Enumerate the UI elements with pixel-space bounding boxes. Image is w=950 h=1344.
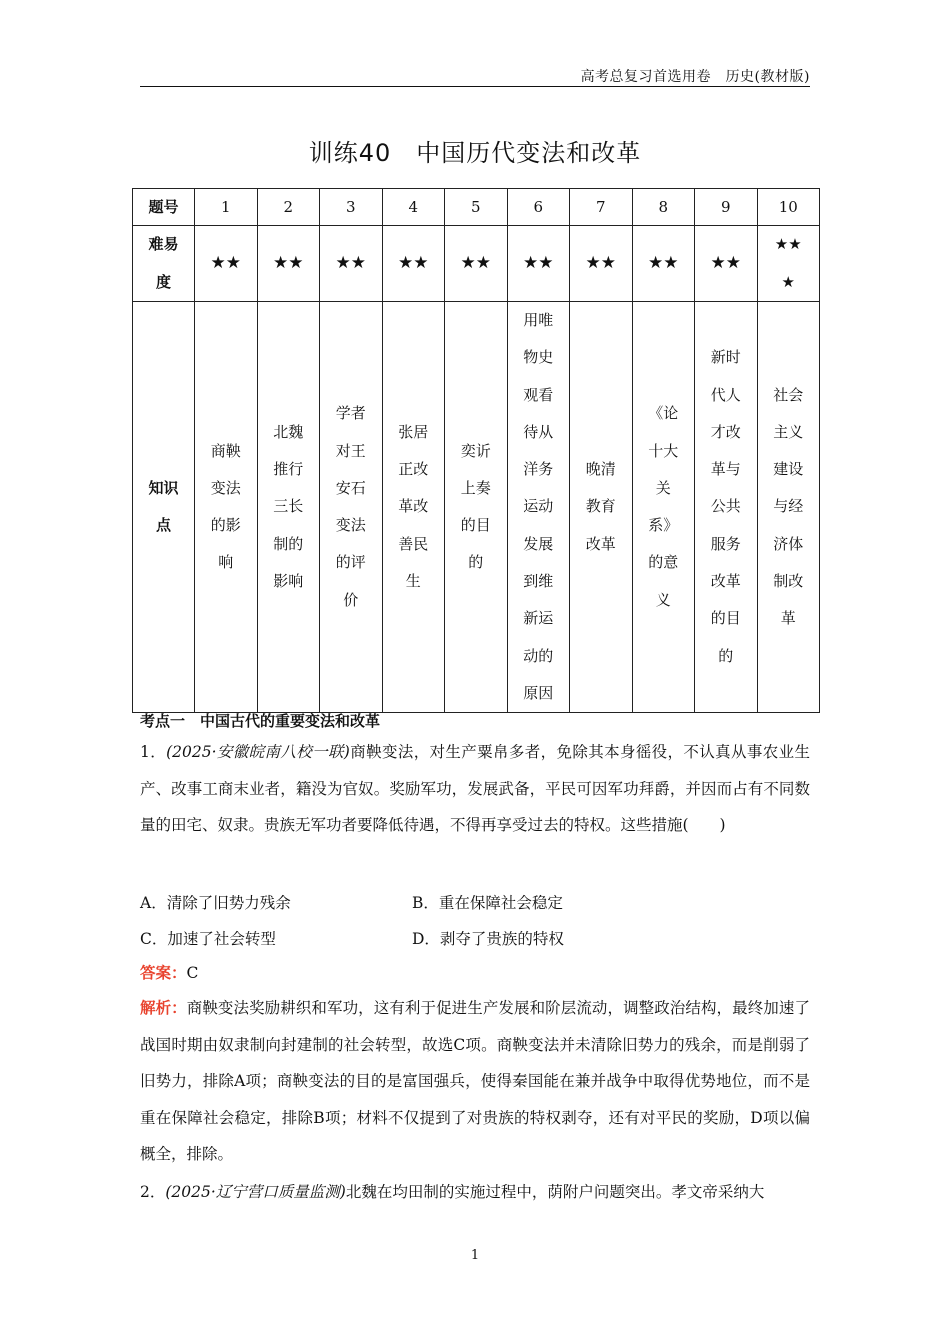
knowledge-point: 社会主义建设与经济体制改革 (773, 385, 804, 628)
page-number: 1 (470, 1248, 480, 1263)
table-row-number (133, 189, 820, 226)
table-row-knowledge (133, 302, 820, 713)
col-number: 7 (570, 189, 633, 226)
col-number: 2 (257, 189, 320, 226)
row-label-number: 题号 (133, 189, 195, 226)
option-b: B．重在保障社会稳定 (412, 894, 563, 912)
table-row-difficulty (133, 226, 820, 302)
knowledge-point: 商鞅变法的影响 (210, 441, 241, 572)
knowledge-point: 新时代人才改革与公共服务改革的目的 (710, 348, 741, 665)
question-source: (2025·辽宁营口质量监测) (165, 1183, 346, 1201)
answer-label: 答案： (140, 964, 187, 982)
difficulty-table (132, 188, 820, 713)
difficulty-stars: ★★ (195, 226, 258, 302)
knowledge-point: 奕䜣上奏的目的 (460, 441, 491, 572)
question-number: 1． (140, 743, 167, 761)
section-title: 考点一 中国古代的重要变法和改革 (140, 712, 381, 730)
knowledge-point: 北魏推行三长制的影响 (273, 422, 304, 591)
col-number: 3 (320, 189, 383, 226)
question-1-stem (140, 734, 810, 844)
col-number: 10 (757, 189, 820, 226)
difficulty-stars: ★★ (695, 226, 758, 302)
knowledge-point: 《论十大关系》的意义 (648, 404, 679, 609)
option-d: D．剥夺了贵族的特权 (412, 930, 564, 948)
difficulty-stars: ★★ (445, 226, 508, 302)
question-text: 商鞅变法，对生产粟帛多者，免除其本身徭役，不认真从事农业生产、改事工商末业者，籍没为官奴。奖励军功，发展武备，平民可因军功拜爵，并因而占有不同数量的田宅、奴隶。贵族无军功者要降低待遇，不得再享受过去的特权。这些措施( ) (140, 743, 810, 834)
knowledge-point: 用唯物史观看待从洋务运动发展到维新运动的原因 (523, 311, 554, 702)
question-2-stem (140, 1174, 810, 1211)
running-header: 高考总复习首选用卷 历史(教材版) (580, 69, 810, 85)
option-c: C．加速了社会转型 (140, 930, 276, 948)
difficulty-stars: ★★ (632, 226, 695, 302)
knowledge-point: 学者对王安石变法的评价 (335, 404, 366, 609)
difficulty-stars: ★★★ (774, 235, 802, 291)
difficulty-stars: ★★ (320, 226, 383, 302)
question-source: (2025·安徽皖南八校一联) (166, 743, 350, 761)
col-number: 4 (382, 189, 445, 226)
row-label-difficulty: 难易度 (148, 235, 179, 291)
question-number: 2． (140, 1183, 166, 1201)
difficulty-stars: ★★ (507, 226, 570, 302)
knowledge-point: 晚清教育改革 (585, 460, 616, 553)
difficulty-stars: ★★ (570, 226, 633, 302)
answer-line (140, 961, 198, 983)
explanation (140, 990, 810, 1173)
header-rule (140, 86, 810, 87)
page-title: 训练40 中国历代变法和改革 (308, 139, 642, 167)
difficulty-stars: ★★ (382, 226, 445, 302)
knowledge-point: 张居正改革改善民生 (398, 422, 429, 591)
col-number: 1 (195, 189, 258, 226)
col-number: 6 (507, 189, 570, 226)
option-a: A．清除了旧势力残余 (140, 894, 291, 912)
question-text: 北魏在均田制的实施过程中，荫附户问题突出。孝文帝采纳大 (345, 1183, 765, 1201)
row-label-knowledge: 知识点 (148, 478, 179, 535)
difficulty-stars: ★★ (257, 226, 320, 302)
col-number: 9 (695, 189, 758, 226)
explanation-label: 解析： (140, 999, 187, 1017)
col-number: 5 (445, 189, 508, 226)
col-number: 8 (632, 189, 695, 226)
explanation-text: 商鞅变法奖励耕织和军功，这有利于促进生产发展和阶层流动，调整政治结构，最终加速了战国时期由奴隶制向封建制的社会转型，故选C项。商鞅变法并未清除旧势力的残余，而是削弱了旧势力，排除A项；商鞅变法的目的是富国强兵，使得秦国能在兼并战争中取得优势地位，而不是重在保障社会稳定，排除B项；材料不仅提到了对贵族的特权剥夺，还有对平民的奖励，D项以偏概全，排除。 (140, 999, 810, 1163)
answer-value: C (186, 964, 199, 982)
